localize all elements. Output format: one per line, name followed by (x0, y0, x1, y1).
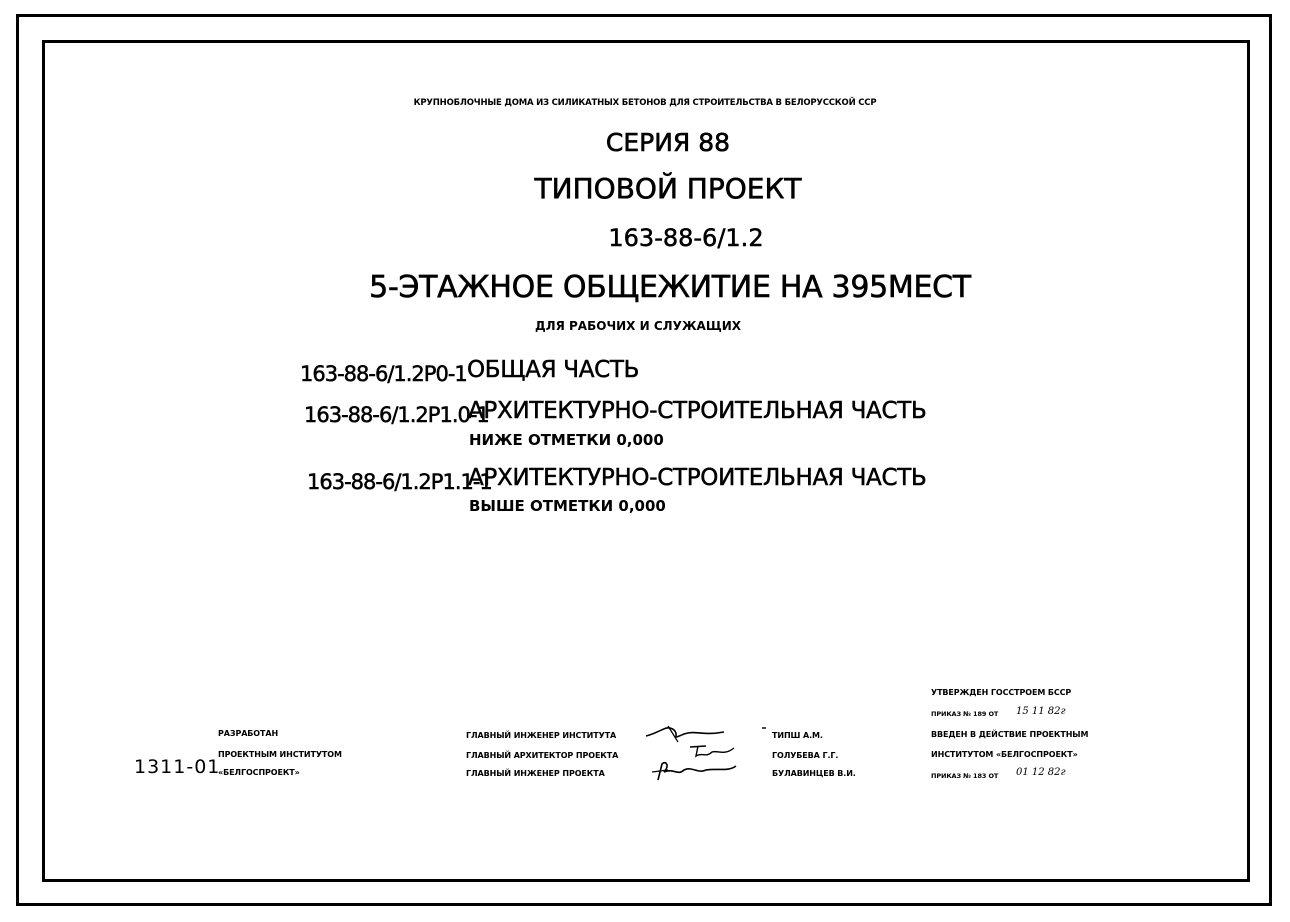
part-code: 163-88-6/1.2Р1.1-1 (307, 470, 492, 494)
order-date: 15 11 82г (1016, 706, 1066, 717)
series-title: СЕРИЯ 88 (605, 128, 731, 157)
approval-line: ВВЕДЕН В ДЕЙСТВИЕ ПРОЕКТНЫМ (931, 730, 1089, 739)
developer-line: ПРОЕКТНЫМ ИНСТИТУТОМ (218, 750, 342, 759)
project-type: ТИПОВОЙ ПРОЕКТ (534, 172, 802, 205)
approval-line: УТВЕРЖДЕН ГОССТРОЕМ БССР (931, 688, 1072, 697)
part-name: ОБЩАЯ ЧАСТЬ (467, 357, 640, 383)
approval-line: ИНСТИТУТОМ «БЕЛГОСПРОЕКТ» (931, 750, 1078, 759)
developer-line: РАЗРАБОТАН (218, 729, 279, 738)
signatory-role: ГЛАВНЫЙ ИНЖЕНЕР ПРОЕКТА (466, 769, 605, 778)
order-label: ПРИКАЗ № 183 ОТ (931, 772, 999, 780)
signatory-name: БУЛАВИНЦЕВ В.И. (772, 769, 856, 778)
signatory-role: ГЛАВНЫЙ АРХИТЕКТОР ПРОЕКТА (466, 751, 619, 760)
building-purpose: ДЛЯ РАБОЧИХ И СЛУЖАЩИХ (534, 319, 742, 333)
part-subtitle: ВЫШЕ ОТМЕТКИ 0,000 (469, 497, 666, 515)
project-code: 163-88-6/1.2 (608, 224, 764, 252)
signatory-name: ТИПШ А.М. (772, 731, 823, 740)
signatory-name: ГОЛУБЕВА Г.Г. (772, 751, 839, 760)
building-title: 5-ЭТАЖНОЕ ОБЩЕЖИТИЕ НА 395МЕСТ (369, 270, 971, 305)
part-name: АРХИТЕКТУРНО-СТРОИТЕЛЬНАЯ ЧАСТЬ (468, 465, 927, 491)
part-name: АРХИТЕКТУРНО-СТРОИТЕЛЬНАЯ ЧАСТЬ (468, 398, 927, 424)
order-label: ПРИКАЗ № 189 ОТ (931, 710, 999, 718)
series-line: КРУПНОБЛОЧНЫЕ ДОМА ИЗ СИЛИКАТНЫХ БЕТОНОВ ДЛЯ СТРОИТЕЛЬСТВА В БЕЛОРУССКОЙ ССР (413, 98, 877, 108)
signatory-role: ГЛАВНЫЙ ИНЖЕНЕР ИНСТИТУТА (466, 731, 617, 740)
part-subtitle: НИЖЕ ОТМЕТКИ 0,000 (469, 431, 664, 449)
archive-number: 1311-01 (134, 756, 221, 778)
part-code: 163-88-6/1.2Р0-1 (300, 362, 467, 386)
part-code: 163-88-6/1.2Р1.0-1 (304, 403, 489, 427)
developer-line: «БЕЛГОСПРОЕКТ» (218, 768, 300, 777)
handwritten-signatures (644, 720, 774, 786)
order-date: 01 12 82г (1016, 767, 1066, 778)
